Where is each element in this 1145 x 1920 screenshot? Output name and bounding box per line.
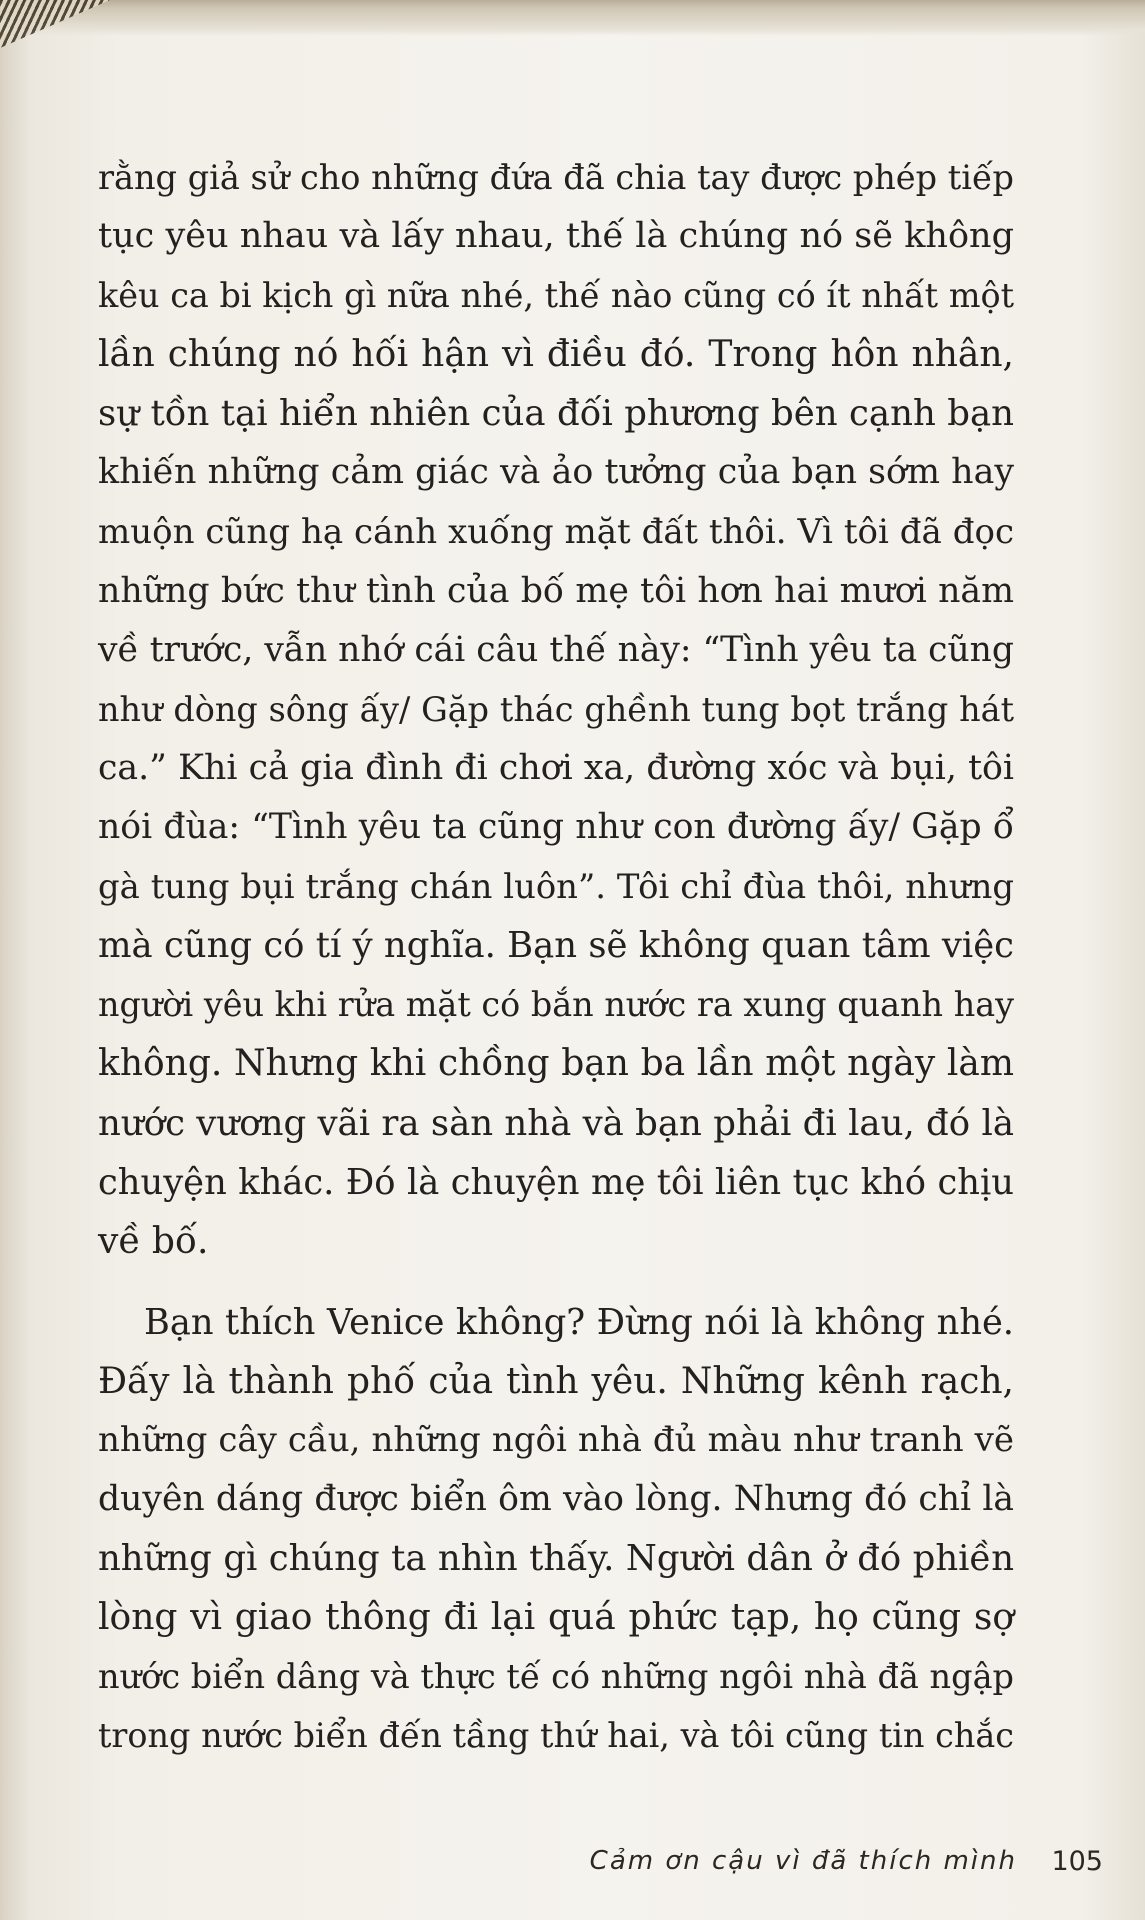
page-footer: [0, 1846, 1145, 1896]
text-line: người yêu khi rửa mặt có bắn nước ra xung quanh hay: [98, 985, 1014, 1025]
text-line: duyên dáng được biển ôm vào lòng. Nhưng đó chỉ là: [98, 1479, 1014, 1520]
text-line: rằng giả sử cho những đứa đã chia tay được phép tiếp: [98, 158, 1014, 197]
text-line: về bố.: [98, 1220, 209, 1262]
text-line: về trước, vẫn nhớ cái câu thế này: “Tình yêu ta cũng: [98, 629, 1014, 670]
body-text: [98, 148, 1014, 1766]
text-line: muộn cũng hạ cánh xuống mặt đất thôi. Vì tôi đã đọc: [98, 511, 1014, 552]
text-line: những bức thư tình của bố mẹ tôi hơn hai mươi năm: [98, 570, 1014, 611]
text-line: nước biển dâng và thực tế có những ngôi nhà đã ngập: [98, 1657, 1014, 1697]
text-line: kêu ca bi kịch gì nữa nhé, thế nào cũng có ít nhất một: [98, 276, 1014, 316]
text-line: lòng vì giao thông đi lại quá phức tạp, họ cũng sợ: [98, 1597, 1014, 1639]
text-line: nước vương vãi ra sàn nhà và bạn phải đi lau, đó là: [98, 1102, 1014, 1144]
text-line: những gì chúng ta nhìn thấy. Người dân ở đó phiền: [98, 1538, 1014, 1580]
text-line: như dòng sông ấy/ Gặp thác ghềnh tung bọt trắng hát: [98, 689, 1014, 729]
text-line: khiến những cảm giác và ảo tưởng của bạn sớm hay: [98, 452, 1014, 493]
paragraph-2: [98, 1293, 1014, 1766]
text-line: Bạn thích Venice không? Đừng nói là không nhé.: [144, 1301, 1014, 1343]
text-line: tục yêu nhau và lấy nhau, thế là chúng nó sẽ không: [98, 216, 1014, 257]
text-line: sự tồn tại hiển nhiên của đối phương bên cạnh bạn: [98, 393, 1014, 435]
text-line: không. Nhưng khi chồng bạn ba lần một ngày làm: [98, 1043, 1014, 1085]
text-line: gà tung bụi trắng chán luôn”. Tôi chỉ đùa thôi, nhưng: [98, 867, 1014, 907]
text-line: ca.” Khi cả gia đình đi chơi xa, đường xóc và bụi, tôi: [98, 747, 1014, 788]
running-title: Cảm ơn cậu vì đã thích mình: [589, 1846, 1017, 1876]
text-line: chuyện khác. Đó là chuyện mẹ tôi liên tục khó chịu: [98, 1161, 1014, 1203]
paragraph-1: [98, 148, 1014, 1271]
text-line: mà cũng có tí ý nghĩa. Bạn sẽ không quan tâm việc: [98, 925, 1014, 967]
text-line: nói đùa: “Tình yêu ta cũng như con đường ấy/ Gặp ổ: [98, 807, 1014, 848]
page-number: 105: [1051, 1846, 1103, 1877]
text-line: Đấy là thành phố của tình yêu. Những kênh rạch,: [98, 1360, 1014, 1402]
text-line: trong nước biển đến tầng thứ hai, và tôi cũng tin chắc: [98, 1716, 1014, 1756]
text-line: những cây cầu, những ngôi nhà đủ màu như tranh vẽ: [98, 1419, 1014, 1460]
paragraph-gap: [98, 1271, 1014, 1293]
text-line: lần chúng nó hối hận vì điều đó. Trong hôn nhân,: [98, 334, 1014, 376]
page-top-edge: [0, 0, 1145, 36]
